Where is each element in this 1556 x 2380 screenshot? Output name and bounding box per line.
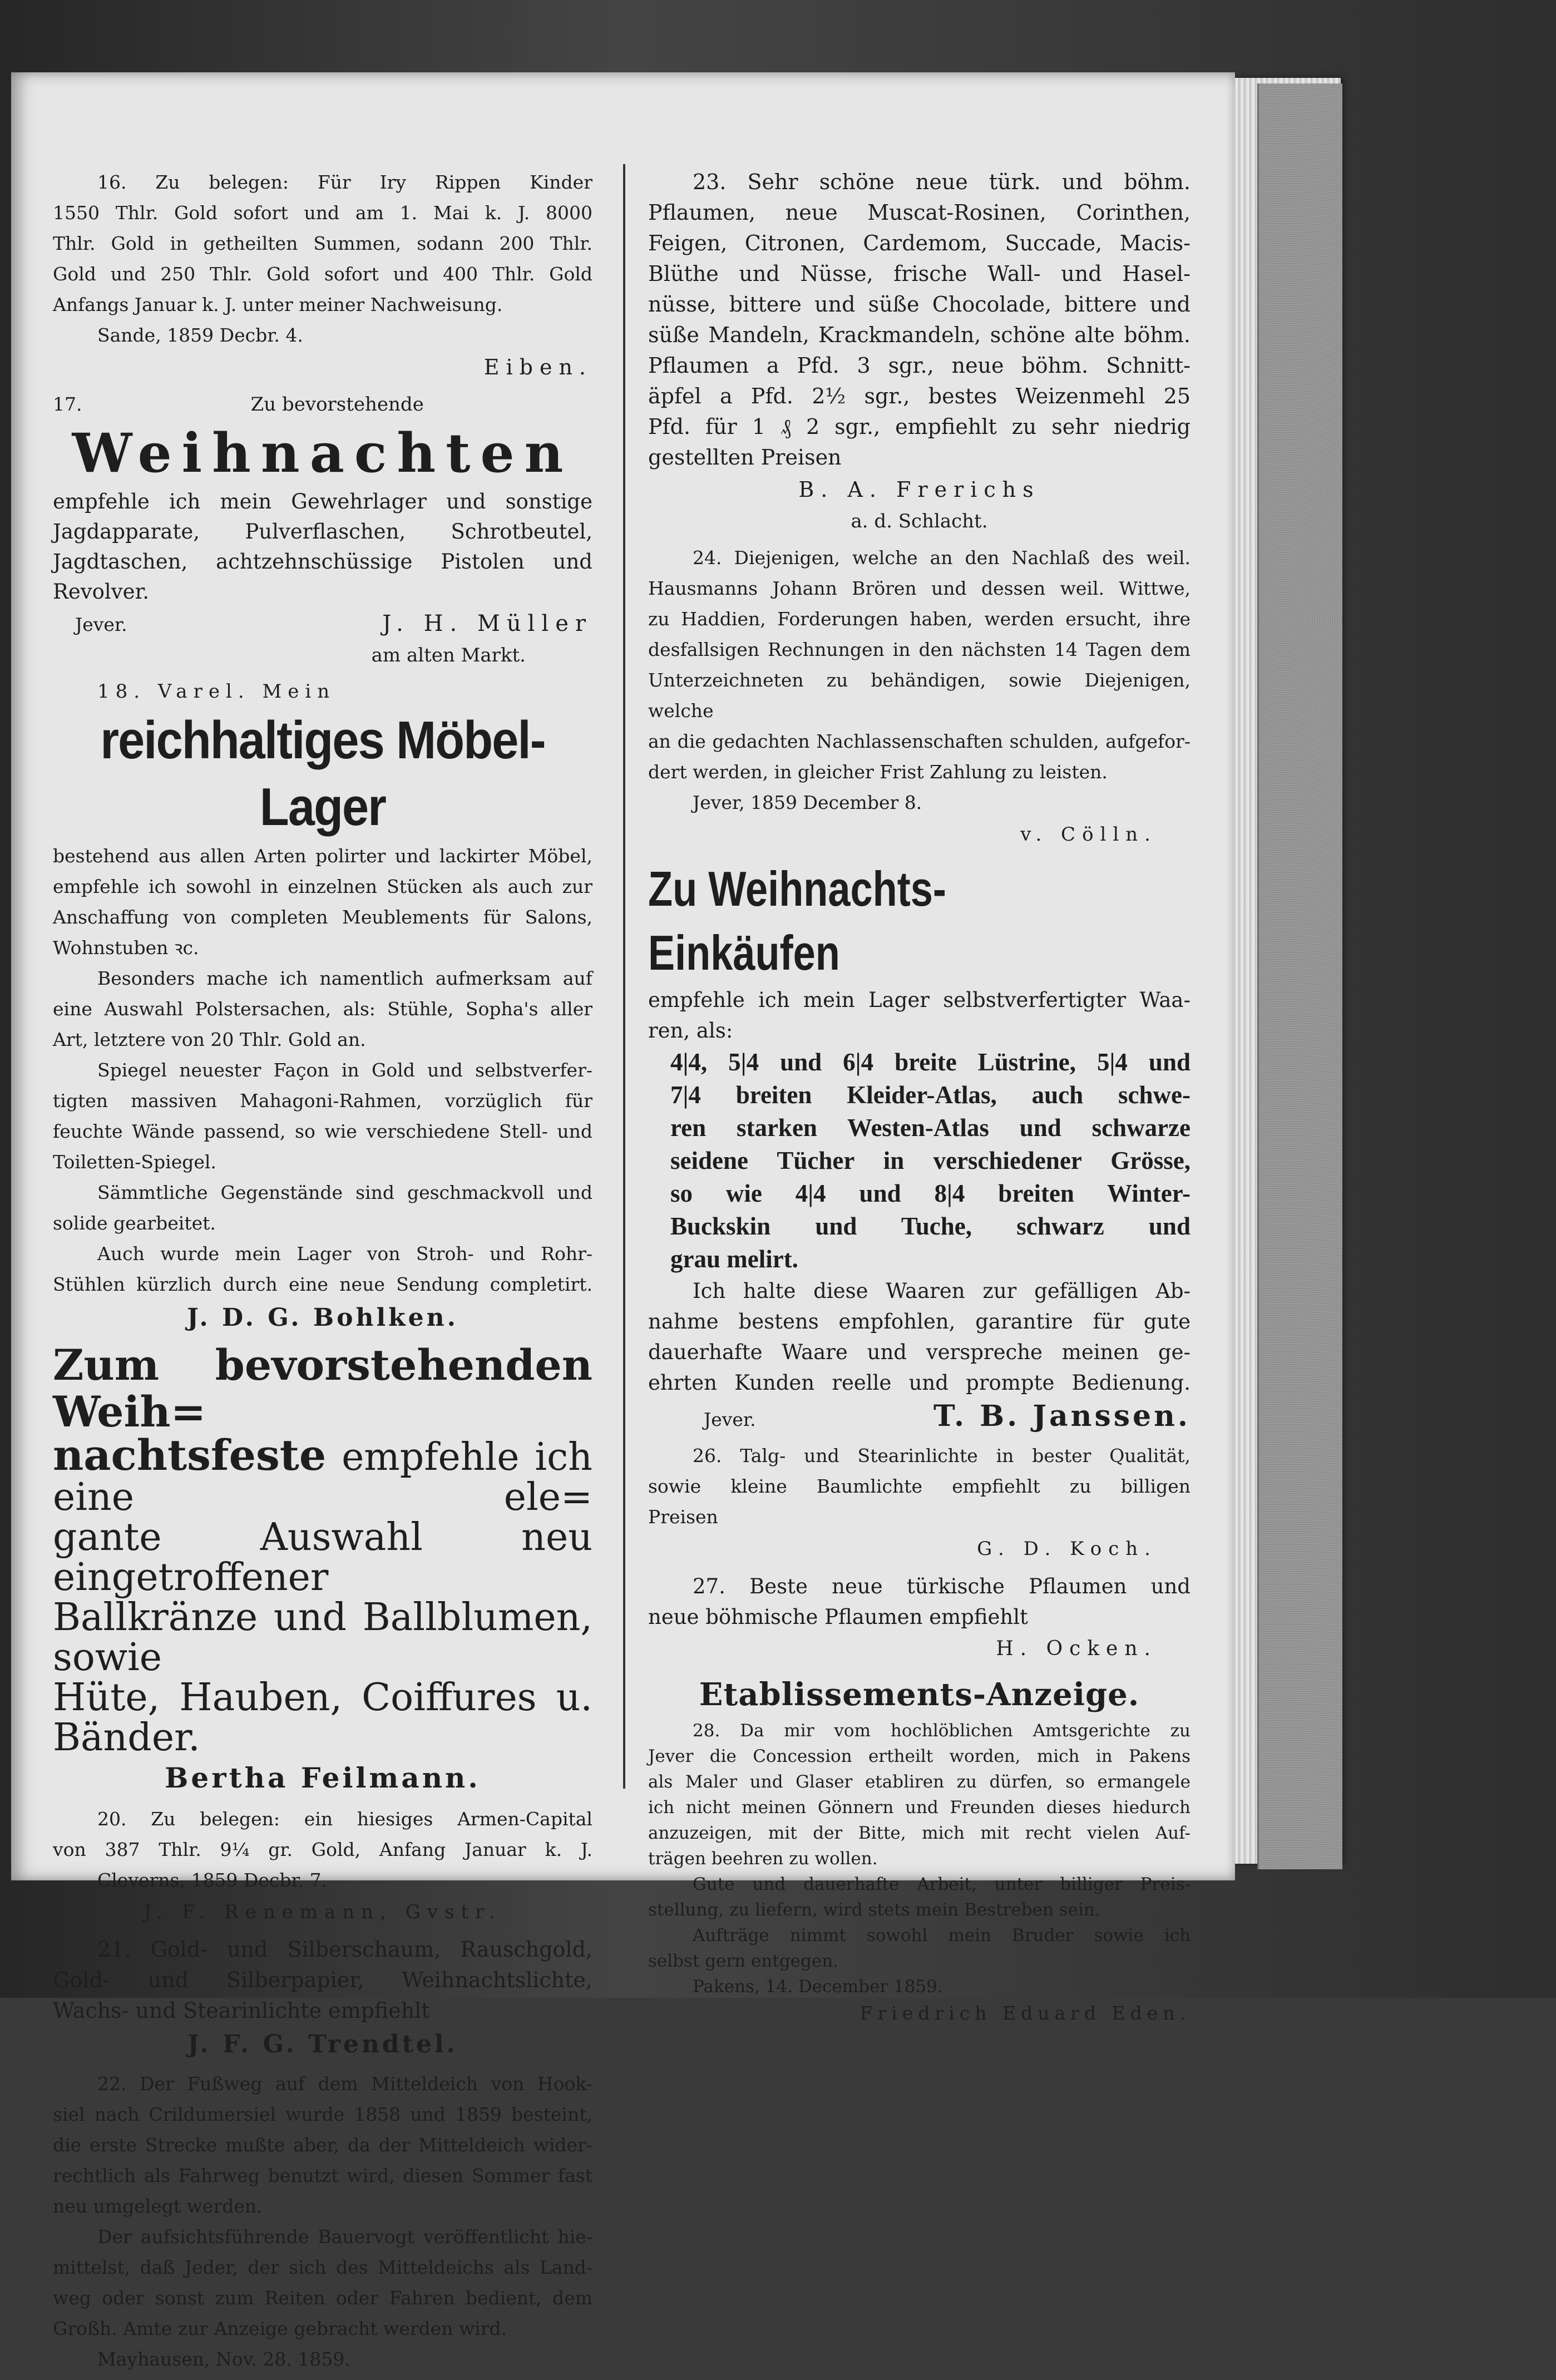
ad-line: Thlr. Gold in getheilten Summen, sodann 200 Thlr.: [53, 233, 592, 254]
ad-line: von 387 Thlr. 9¼ gr. Gold, Anfang Januar k. J.: [53, 1839, 592, 1860]
column-divider: [623, 164, 625, 1789]
ad-line: Pflaumen, neue Muscat-Rosinen, Corinthen,: [648, 200, 1191, 225]
ad-signature: Bertha Feilmann.: [165, 1761, 481, 1794]
ad-headline: Weihnachten: [72, 422, 574, 485]
ad-line: nüsse, bittere und süße Chocolade, bittere und: [648, 292, 1191, 317]
ad-bold-line: grau melirt.: [670, 1245, 798, 1273]
ad-line: Unterzeichneten zu behändigen, sowie Diejenigen, welche: [648, 669, 1191, 722]
ad-signature-row: [53, 607, 592, 640]
ad-line: sowie kleine Baumlichte empfiehlt zu billigen: [648, 1475, 1191, 1497]
ad-line: 16. Zu belegen: Für Iry Rippen Kinder: [97, 171, 592, 193]
ad-19: [53, 1342, 592, 1798]
ad-signature: B. A. Frerichs: [798, 477, 1040, 502]
ad-headline: Zum bevorstehenden Weih=: [53, 1340, 592, 1436]
ad-line: empfehle ich mein Lager selbstverfertigter Waa-: [648, 988, 1191, 1012]
ad-bold-line: 4|4, 5|4 und 6|4 breite Lüstrine, 5|4 und: [670, 1048, 1191, 1076]
ad-line: siel nach Crildumersiel wurde 1858 und 1859 besteint,: [53, 2104, 592, 2125]
ad-line: Ich halte diese Waaren zur gefälligen Ab-: [693, 1279, 1191, 1303]
ad-line: 21. Gold- und Silberschaum, Rauschgold,: [97, 1937, 592, 1962]
ad-line: neue böhmische Pflaumen empfiehlt: [648, 1605, 1028, 1629]
ad-line: dert werden, in gleicher Frist Zahlung zu leisten.: [648, 761, 1108, 783]
ad-signature-row: [648, 1398, 1191, 1435]
ad-16: [53, 167, 592, 384]
right-column: [648, 167, 1191, 2033]
ad-20: [53, 1804, 592, 1929]
ad-24: [648, 542, 1191, 851]
newspaper-page: [11, 72, 1235, 2370]
ad-line: dauerhafte Waare und verspreche meinen ge-: [648, 1340, 1191, 1364]
ad-line: Aufträge nimmt sowohl mein Bruder sowie ich: [693, 1925, 1191, 1946]
ad-line: Besonders mache ich namentlich aufmerksam auf: [97, 967, 592, 989]
ad-line: Pflaumen a Pfd. 3 sgr., neue böhm. Schnitt-: [648, 353, 1191, 378]
ad-line: bestehend aus allen Arten polirter und lackirter Möbel,: [53, 845, 592, 867]
ad-line: 28. Da mir vom hochlöblichen Amtsgerichte zu: [693, 1721, 1191, 1741]
ad-line: Wachs- und Stearinlichte empfiehlt: [53, 1998, 430, 2023]
ad-line: eine Auswahl Polstersachen, als: Stühle, Sopha's aller: [53, 998, 592, 1020]
ad-line: stellung, zu liefern, wird stets mein Bestreben sein.: [648, 1900, 1100, 1920]
ad-number-place: 18. Varel. Mein: [97, 680, 336, 703]
ad-line: Anschaffung von completen Meublements für Salons,: [53, 906, 592, 928]
ad-line: Auch wurde mein Lager von Stroh- und Rohr-: [97, 1243, 592, 1265]
ad-line: Art, letztere von 20 Thlr. Gold an.: [53, 1029, 366, 1050]
ad-line: Hüte, Hauben, Coiffures u. Bänder.: [53, 1676, 592, 1760]
ad-22: [53, 2068, 592, 2374]
ad-place: Jever.: [75, 614, 127, 635]
ad-line: mittelst, daß Jeder, der sich des Mitteldeichs als Land-: [53, 2256, 592, 2278]
ad-place-date: Cleverns, 1859 Decbr. 7.: [97, 1869, 328, 1891]
ad-bold-line: 7|4 breiten Kleider-Atlas, auch schwe-: [670, 1081, 1191, 1109]
ad-line: neu umgelegt werden.: [53, 2195, 263, 2217]
ad-line: Spiegel neuester Façon in Gold und selbstverfer-: [97, 1059, 592, 1081]
ad-line: Ballkränze und Ballblumen, sowie: [53, 1596, 592, 1680]
ad-line: Feigen, Citronen, Cardemom, Succade, Macis-: [648, 231, 1191, 255]
ad-line: Wohnstuben ꝛc.: [53, 937, 199, 959]
ad-26: [648, 1440, 1191, 1566]
ad-signature: J. H. Müller: [382, 611, 592, 636]
ad-place-date: Sande, 1859 Decbr. 4.: [97, 324, 303, 346]
ad-number: 17.: [53, 393, 82, 415]
ad-line: Jever die Concession ertheilt worden, mich in Pakens: [648, 1746, 1191, 1766]
ad-line: 27. Beste neue türkische Pflaumen und: [693, 1574, 1191, 1598]
ad-signature: v. Cölln.: [1020, 823, 1157, 846]
ad-headline: reichhaltiges Möbel-Lager: [100, 710, 545, 837]
ad-bold-line: seidene Tücher in verschiedener Grösse,: [670, 1147, 1191, 1174]
ad-25: [648, 857, 1191, 1435]
ad-headline-word: nachtsfeste: [53, 1430, 327, 1480]
ad-line: solide gearbeitet.: [53, 1212, 216, 1234]
ad-line: als Maler und Glaser etabliren zu dürfen, so ermangele: [648, 1772, 1191, 1792]
ad-line: gante Auswahl neu eingetroffener: [53, 1515, 592, 1599]
ad-address: a. d. Schlacht.: [851, 510, 988, 532]
ad-headline: Zu Weihnachts-Einkäufen: [648, 861, 946, 980]
ad-address: am alten Markt.: [371, 644, 526, 666]
ad-line: an die gedachten Nachlassenschaften schulden, aufgefor-: [648, 730, 1191, 752]
ad-line: 1550 Thlr. Gold sofort und am 1. Mai k. J. 8000: [53, 202, 592, 224]
ad-bold-block: [648, 1046, 1191, 1276]
ad-signature: Eiben.: [483, 355, 592, 379]
ad-line: trägen beehren zu wollen.: [648, 1849, 878, 1869]
book-cover-board: [1257, 83, 1342, 1869]
ad-signature: G. D. Koch.: [977, 1538, 1157, 1560]
ad-intro: Zu bevorstehende: [250, 393, 424, 416]
ad-line: die erste Strecke mußte aber, da der Mitteldeich wider-: [53, 2134, 592, 2156]
ad-17: [53, 389, 592, 671]
ad-21: [53, 1934, 592, 2063]
ad-line: 22. Der Fußweg auf dem Mitteldeich von Hook-: [97, 2073, 592, 2095]
ad-line: Großh. Amte zur Anzeige gebracht werden wird.: [53, 2318, 507, 2339]
ad-line: empfehle ich mein Gewehrlager und sonstige: [53, 490, 592, 513]
ad-line: Gold und 250 Thlr. Gold sofort und 400 Thlr. Gold: [53, 263, 592, 285]
ad-signature: Friedrich Eduard Eden.: [859, 2002, 1191, 2024]
ad-bold-line: so wie 4|4 und 8|4 breiten Winter-: [670, 1179, 1191, 1207]
ad-line: rechtlich als Fahrweg benutzt wird, diesen Sommer fast: [53, 2165, 592, 2186]
left-column: [53, 167, 592, 2380]
ad-line: äpfel a Pfd. 2½ sgr., bestes Weizenmehl 25: [648, 384, 1191, 408]
ad-line: nahme bestens empfohlen, garantire für gute: [648, 1310, 1191, 1334]
ad-line: Blüthe und Nüsse, frische Wall- und Hasel-: [648, 261, 1191, 286]
ad-line: 26. Talg- und Stearinlichte in bester Qualität,: [693, 1445, 1191, 1466]
ad-line: Preisen: [648, 1506, 718, 1528]
ad-line: feuchte Wände passend, so wie verschiedene Stell- und: [53, 1120, 592, 1142]
ad-18: [53, 677, 592, 1336]
ad-signature: J. F. Renemann, Gvstr.: [144, 1901, 502, 1923]
ad-line: Revolver.: [53, 580, 149, 604]
ad-line: desfallsigen Rechnungen in den nächsten 14 Tagen dem: [648, 639, 1191, 660]
ad-line: Pfd. für 1 ₰ 2 sgr., empfiehlt zu sehr niedrig: [648, 414, 1191, 439]
ad-line: zu Haddien, Forderungen haben, werden ersucht, ihre: [648, 608, 1191, 630]
ad-line: ren, als:: [648, 1019, 733, 1043]
ad-line: Gold- und Silberpapier, Weihnachtslichte,: [53, 1968, 592, 1992]
ad-signature: H. Ocken.: [996, 1637, 1157, 1660]
ad-line: weg oder sonst zum Reiten oder Fahren bedient, dem: [53, 2287, 592, 2309]
ad-signature: J. D. G. Bohlken.: [187, 1303, 458, 1332]
ad-line: Anfangs Januar k. J. unter meiner Nachweisung.: [53, 294, 503, 315]
ad-line: Jagdtaschen, achtzehnschüssige Pistolen und: [53, 550, 592, 574]
ad-line: süße Mandeln, Krackmandeln, schöne alte böhm.: [648, 323, 1191, 347]
ad-line: Sämmtliche Gegenstände sind geschmackvoll und: [97, 1182, 592, 1203]
ad-line: empfehle ich sowohl in einzelnen Stücken als auch zur: [53, 876, 592, 897]
ad-line: Gute und dauerhafte Arbeit, unter billiger Preis-: [693, 1874, 1191, 1894]
ad-line: Stühlen kürzlich durch eine neue Sendung completirt.: [53, 1273, 592, 1295]
ad-line: anzuzeigen, mit der Bitte, mich mit recht vielen Auf-: [648, 1823, 1191, 1843]
ad-23: [648, 167, 1191, 537]
ad-line: Der aufsichtsführende Bauervogt veröffentlicht hie-: [97, 2226, 592, 2248]
ad-line: 23. Sehr schöne neue türk. und böhm.: [693, 170, 1191, 194]
ad-place-date: Mayhausen, Nov. 28. 1859.: [97, 2348, 350, 2370]
ad-place-date: Pakens, 14. December 1859.: [693, 1977, 943, 1997]
ad-headline-line-2: [53, 1430, 592, 1519]
ad-place-date: Jever, 1859 December 8.: [693, 792, 922, 813]
ad-line: 20. Zu belegen: ein hiesiges Armen-Capital: [97, 1808, 592, 1830]
ad-intro-row: [53, 389, 592, 420]
ad-line: 24. Diejenigen, welche an den Nachlaß des weil.: [693, 547, 1191, 569]
ad-line: selbst gern entgegen.: [648, 1951, 839, 1971]
ad-28: [648, 1671, 1191, 2027]
ad-line: Hausmanns Johann Brören und dessen weil. Wittwe,: [648, 577, 1191, 599]
ad-line: gestellten Preisen: [648, 445, 842, 470]
ad-27: [648, 1571, 1191, 1666]
ad-bold-line: ren starken Westen-Atlas und schwarze: [670, 1114, 1191, 1142]
ad-line: Jagdapparate, Pulverflaschen, Schrotbeutel,: [53, 520, 592, 544]
ad-line: ehrten Kunden reelle und prompte Bedienung.: [648, 1371, 1191, 1395]
ad-line: Toiletten-Spiegel.: [53, 1151, 216, 1173]
ad-signature: J. F. G. Trendtel.: [187, 2030, 458, 2058]
ad-line: ich nicht meinen Gönnern und Freunden dieses hiedurch: [648, 1798, 1191, 1818]
ad-place: Jever.: [704, 1409, 756, 1430]
ad-headline-rest: empfehle ich eine ele=: [53, 1435, 592, 1519]
ad-signature: T. B. Janssen.: [933, 1399, 1191, 1433]
ad-headline: Etablissements-Anzeige.: [699, 1676, 1140, 1713]
ad-bold-line: Buckskin und Tuche, schwarz und: [670, 1212, 1191, 1240]
ad-line: tigten massiven Mahagoni-Rahmen, vorzüglich für: [53, 1090, 592, 1112]
